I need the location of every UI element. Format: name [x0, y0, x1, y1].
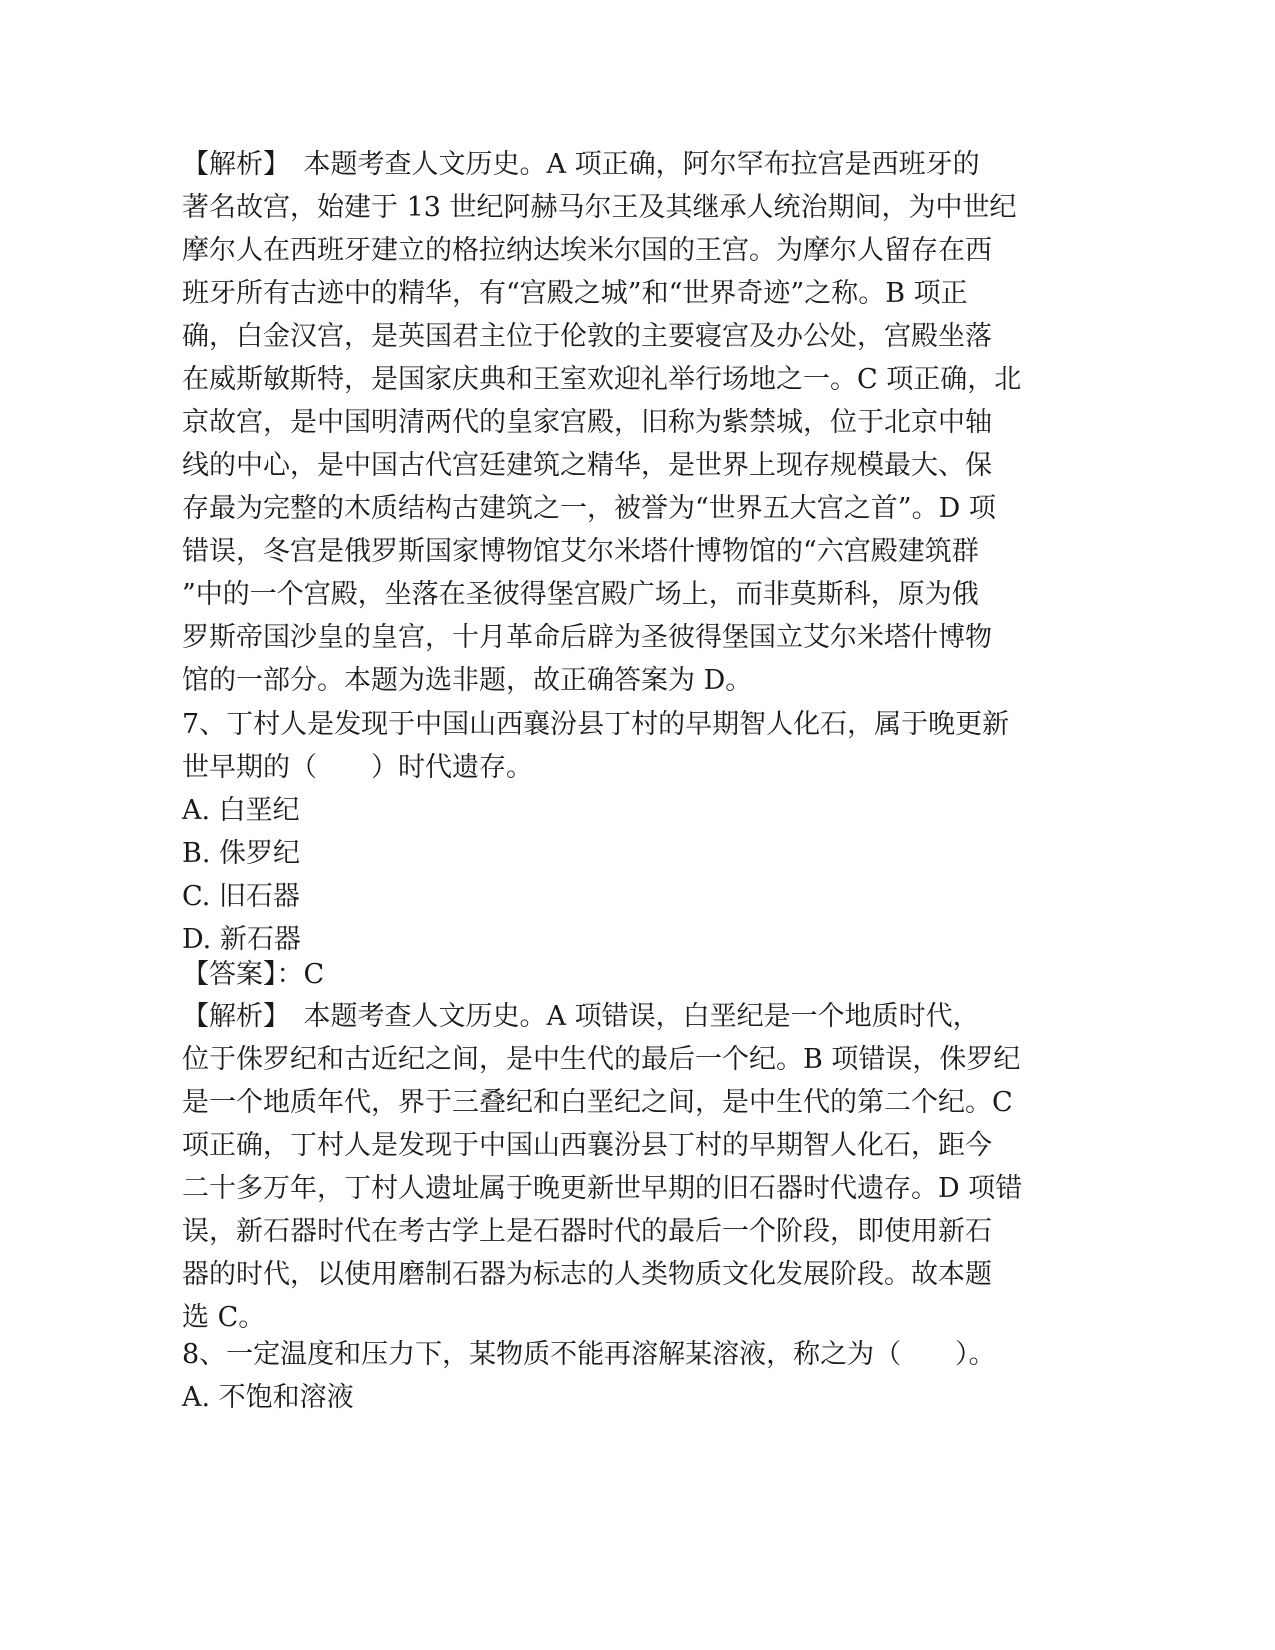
- analysis-line: 存最为完整的木质结构古建筑之一，被誉为“世界五大宫之首”。D 项: [182, 493, 996, 524]
- question-8: [182, 1333, 1072, 1419]
- analysis-line: 是一个地质年代，界于三叠纪和白垩纪之间，是中生代的第二个纪。C: [182, 1087, 1013, 1118]
- analysis-line: 京故宫，是中国明清两代的皇家宫殿，旧称为紫禁城，位于北京中轴: [182, 407, 992, 438]
- option-d: D. 新石器: [182, 924, 301, 955]
- question-stem-line: 7、丁村人是发现于中国山西襄汾县丁村的早期智人化石，属于晚更新: [182, 709, 1010, 740]
- option-b: B. 侏罗纪: [182, 838, 301, 869]
- analysis-line: 线的中心，是中国古代宫廷建筑之精华，是世界上现存规模最大、保: [182, 450, 992, 481]
- analysis-line: ”中的一个宫殿，坐落在圣彼得堡宫殿广场上，而非莫斯科，原为俄: [182, 579, 979, 610]
- analysis-line: 位于侏罗纪和古近纪之间，是中生代的最后一个纪。B 项错误，侏罗纪: [182, 1044, 1021, 1075]
- analysis-line: 在威斯敏斯特，是国家庆典和王室欢迎礼举行场地之一。C 项正确，北: [182, 364, 1022, 395]
- analysis-line: 确，白金汉宫，是英国君主位于伦敦的主要寝宫及办公处，宫殿坐落: [182, 321, 992, 352]
- question-6-analysis: [182, 143, 1072, 702]
- answer-label: 【答案】：C: [182, 959, 325, 990]
- analysis-line: 班牙所有古迹中的精华，有“宫殿之城”和“世界奇迹”之称。B 项正: [182, 278, 968, 309]
- analysis-line: 选 C。: [182, 1302, 266, 1333]
- analysis-line: 【解析】 本题考查人文历史。A 项错误，白垩纪是一个地质时代，: [182, 1001, 980, 1032]
- analysis-line: 馆的一部分。本题为选非题，故正确答案为 D。: [182, 665, 753, 696]
- option-a: A. 白垩纪: [182, 795, 300, 826]
- analysis-line: 误，新石器时代在考古学上是石器时代的最后一个阶段，即使用新石: [182, 1216, 992, 1247]
- analysis-line: 二十多万年，丁村人遗址属于晚更新世早期的旧石器时代遗存。D 项错: [182, 1173, 1023, 1204]
- analysis-line: 罗斯帝国沙皇的皇宫，十月革命后辟为圣彼得堡国立艾尔米塔什博物: [182, 622, 992, 653]
- question-stem-line: 8、一定温度和压力下，某物质不能再溶解某溶液，称之为（ ）。: [182, 1339, 996, 1370]
- question-7: [182, 703, 1072, 961]
- analysis-line: 项正确，丁村人是发现于中国山西襄汾县丁村的早期智人化石，距今: [182, 1130, 992, 1161]
- question-7-answer: [182, 953, 1072, 996]
- analysis-line: 错误，冬宫是俄罗斯国家博物馆艾尔米塔什博物馆的“六宫殿建筑群: [182, 536, 979, 567]
- question-7-analysis: [182, 995, 1072, 1339]
- analysis-line: 摩尔人在西班牙建立的格拉纳达埃米尔国的王宫。为摩尔人留存在西: [182, 235, 992, 266]
- analysis-line: 器的时代，以使用磨制石器为标志的人类物质文化发展阶段。故本题: [182, 1259, 992, 1290]
- option-a: A. 不饱和溶液: [182, 1382, 354, 1413]
- question-stem-line: 世早期的（ ）时代遗存。: [182, 752, 533, 783]
- analysis-line: 著名故宫，始建于 13 世纪阿赫马尔王及其继承人统治期间，为中世纪: [182, 192, 1017, 223]
- option-c: C. 旧石器: [182, 881, 300, 912]
- analysis-line: 【解析】 本题考查人文历史。A 项正确，阿尔罕布拉宫是西班牙的: [182, 149, 980, 180]
